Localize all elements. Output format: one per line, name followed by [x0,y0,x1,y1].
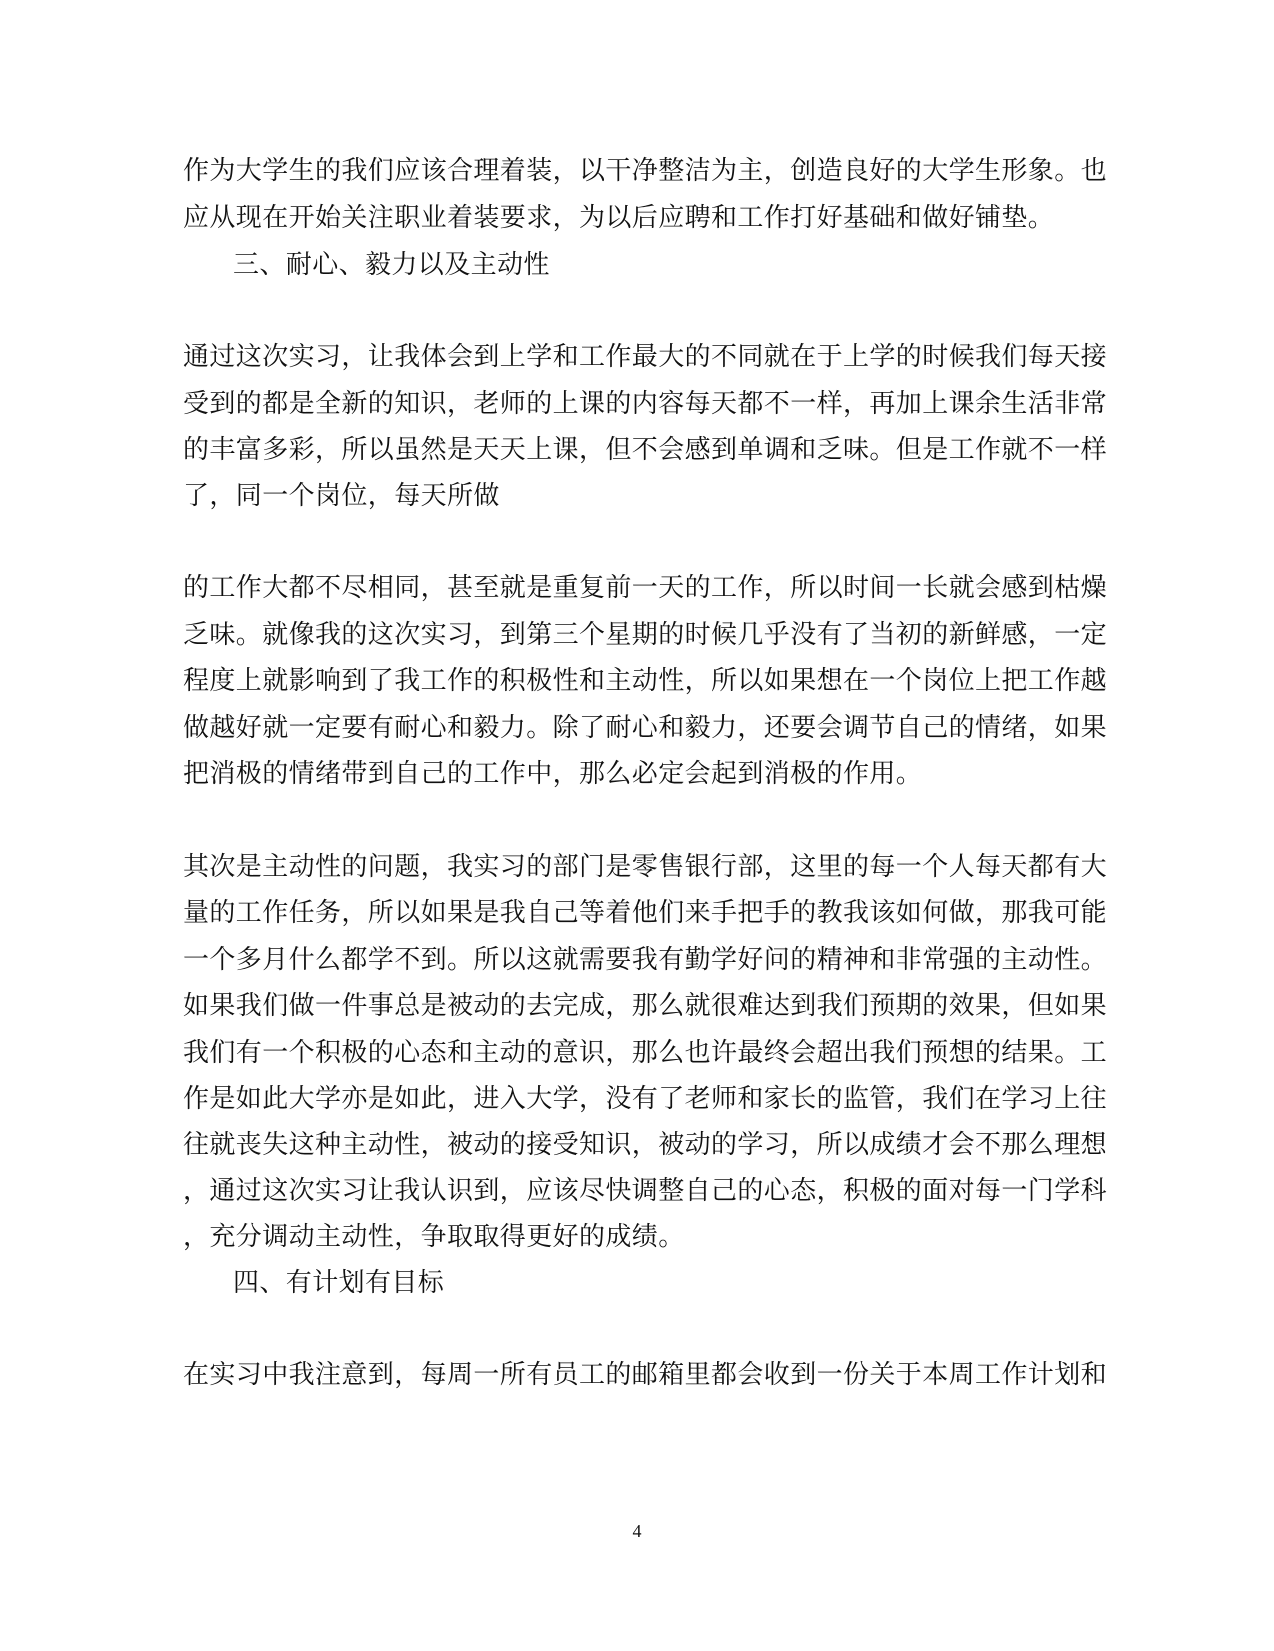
body-text-line: 乏味。就像我的这次实习，到第三个星期的时候几乎没有了当初的新鲜感，一定 [183,620,1108,650]
body-text-line: 我们有一个积极的心态和主动的意识，那么也许最终会超出我们预想的结果。工 [183,1038,1108,1068]
body-text-line: 的丰富多彩，所以虽然是天天上课，但不会感到单调和乏味。但是工作就不一样 [183,435,1108,465]
body-text-line: 了，同一个岗位，每天所做 [183,481,500,511]
body-text-line: 受到的都是全新的知识，老师的上课的内容每天都不一样，再加上课余生活非常 [183,389,1108,419]
body-text-line: 的工作大都不尽相同，甚至就是重复前一天的工作，所以时间一长就会感到枯燥 [183,573,1108,603]
body-text-line: ，通过这次实习让我认识到，应该尽快调整自己的心态，积极的面对每一门学科 [183,1176,1108,1206]
body-text-line: 如果我们做一件事总是被动的去完成，那么就很难达到我们预期的效果，但如果 [183,991,1108,1021]
body-text-line: ，充分调动主动性，争取取得更好的成绩。 [183,1222,685,1252]
body-text-line: 量的工作任务，所以如果是我自己等着他们来手把手的教我该如何做，那我可能 [183,898,1108,928]
body-text-line: 其次是主动性的问题，我实习的部门是零售银行部，这里的每一个人每天都有大 [183,852,1108,882]
body-text-line: 一个多月什么都学不到。所以这就需要我有勤学好问的精神和非常强的主动性。 [183,945,1108,975]
body-text-line: 应从现在开始关注职业着装要求，为以后应聘和工作打好基础和做好铺垫。 [183,203,1055,233]
body-text-line: 程度上就影响到了我工作的积极性和主动性，所以如果想在一个岗位上把工作越 [183,666,1108,696]
section-heading: 三、耐心、毅力以及主动性 [233,250,550,280]
body-text-line: 在实习中我注意到，每周一所有员工的邮箱里都会收到一份关于本周工作计划和 [183,1360,1108,1390]
body-text-line: 通过这次实习，让我体会到上学和工作最大的不同就在于上学的时候我们每天接 [183,342,1108,372]
body-text-line: 把消极的情绪带到自己的工作中，那么必定会起到消极的作用。 [183,759,923,789]
body-text-line: 做越好就一定要有耐心和毅力。除了耐心和毅力，还要会调节自己的情绪，如果 [183,713,1108,743]
section-heading: 四、有计划有目标 [233,1268,445,1298]
body-text-line: 作为大学生的我们应该合理着装，以干净整洁为主，创造良好的大学生形象。也 [183,156,1108,186]
page-number: 4 [632,1521,642,1541]
body-text-line: 作是如此大学亦是如此，进入大学，没有了老师和家长的监管，我们在学习上往 [183,1084,1108,1114]
body-text-line: 往就丧失这种主动性，被动的接受知识，被动的学习，所以成绩才会不那么理想 [183,1130,1108,1160]
